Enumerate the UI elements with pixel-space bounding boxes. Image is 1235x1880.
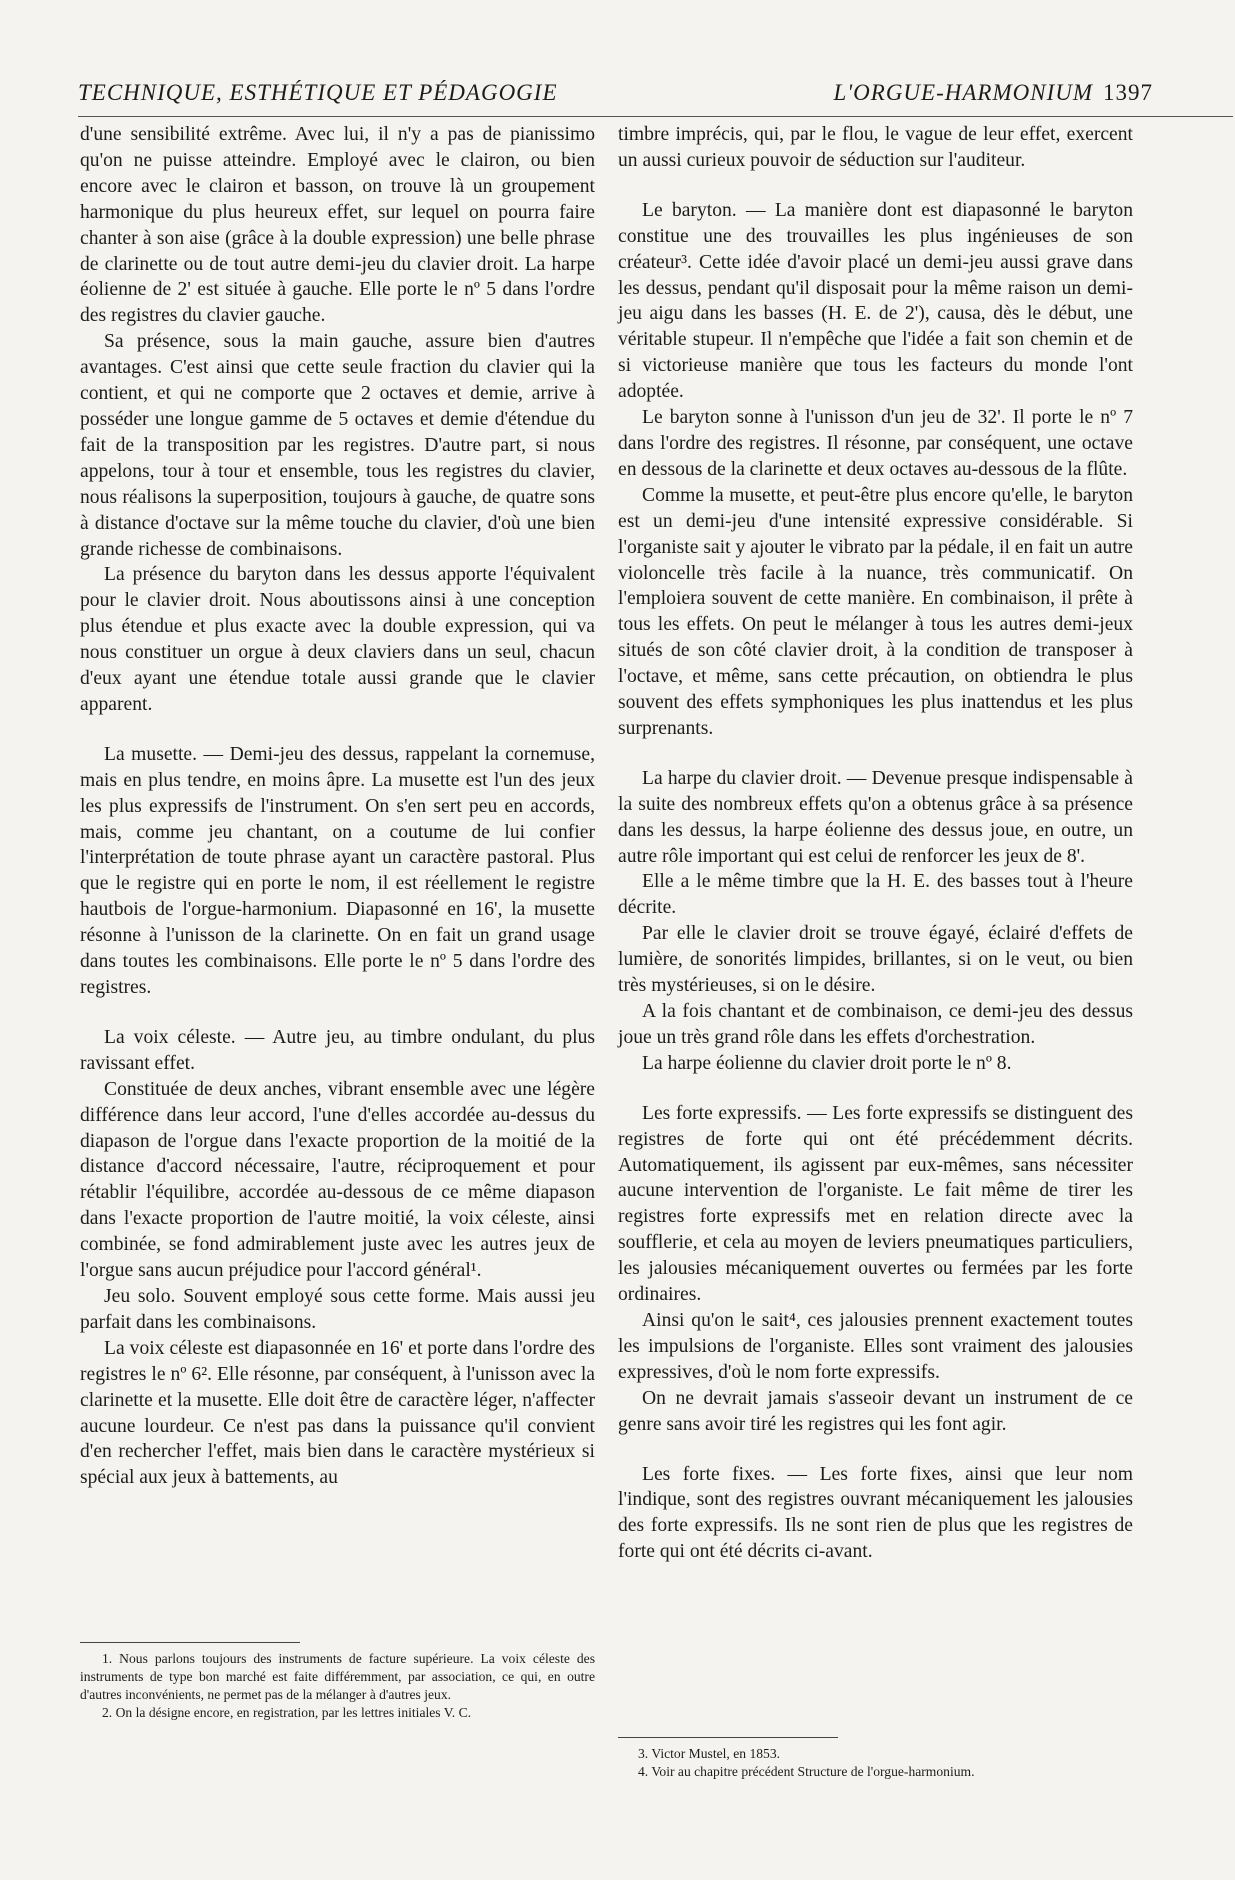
header-title: TECHNIQUE, ESTHÉTIQUE ET PÉDAGOGIE bbox=[78, 80, 558, 105]
section-voix-celeste: La voix céleste. — Autre jeu, au timbre ondulant, du plus ravissant effet. bbox=[80, 1026, 595, 1074]
paragraph: timbre imprécis, qui, par le flou, le vague de leur effet, exercent un aussi curieux pouvoir de séduction sur l'auditeur. bbox=[618, 124, 1133, 171]
paragraph: La présence du baryton dans les dessus apporte l'équivalent pour le clavier droit. Nous aboutissons ainsi à une conception plus étendue et plus exacte avec la double expression, qui va nous constituer un orgue à deux claviers dans un seul, chacun d'eux ayant une étendue totale aussi grande que le clavier apparent. bbox=[80, 564, 595, 715]
paragraph: d'une sensibilité extrême. Avec lui, il n'y a pas de pianissimo qu'on ne puisse atteindre. Employé avec le clairon, ou bien encore avec le clairon et basson, on trouve là un groupement harmonique du plus heureux effet, sur lequel on pourra faire chanter à son aise (grâce à la double expression) une belle phrase de clarinette ou de tout autre demi-jeu du clavier droit. La harpe éolienne de 2' est située à gauche. Elle porte le nº 5 dans l'ordre des registres du clavier gauche. bbox=[80, 124, 595, 327]
section-harpe: La harpe du clavier droit. — Devenue presque indispensable à la suite des nombreux effets qu'on a obtenus grâce à sa présence dans les dessus, la harpe éolienne des dessus joue, en outre, un autre rôle important qui est celui de renforcer les jeux de 8'. bbox=[618, 767, 1133, 867]
footnotes-left bbox=[80, 1650, 595, 1722]
section-musette: La musette. — Demi-jeu des dessus, rappelant la cornemuse, mais en plus tendre, en moins âpre. La musette est l'un des jeux les plus expressifs de l'instrument. On s'en sert peu en accords, mais, comme jeu chantant, on a coutume de lui confier l'interprétation de toute phrase ayant un caractère pastoral. Plus que le registre qui en porte le nom, il est réellement le registre hautbois de l'orgue-harmonium. Diapasonné en 16', la musette résonne à l'unisson de la clarinette. On en fait un grand usage dans toutes les combinaisons. Elle porte le nº 5 dans l'ordre des registres. bbox=[80, 743, 595, 998]
footnote-rule-right bbox=[618, 1737, 838, 1738]
paragraph: Par elle le clavier droit se trouve égayé, éclairé d'effets de lumière, de sonorités limpides, brillantes, si on le veut, ou bien très mystérieuses, si on le désire. bbox=[618, 923, 1133, 997]
header-right bbox=[833, 80, 1153, 106]
left-column bbox=[80, 122, 595, 1491]
footnote: 1. Nous parlons toujours des instruments de facture supérieure. La voix céleste des instruments de type bon marché est faite différemment, par association, ce qui, en outre d'autres inconvénients, ne permet pas de la mélanger à d'autres jeux. bbox=[80, 1651, 595, 1702]
paragraph: Constituée de deux anches, vibrant ensemble avec une légère différence dans leur accord, l'une d'elles accordée au-dessus du diapason de l'orgue dans l'exacte proportion de la moitié de la distance d'accord nécessaire, l'autre, réciproquement et pour rétablir l'équilibre, accordée au-dessous de ce même diapason dans l'exacte proportion de l'autre moitié, la voix céleste, ainsi combinée, se fond admirablement juste avec les autres jeux de l'orgue sans aucun préjudice pour l'accord général¹. bbox=[80, 1078, 595, 1282]
footnote: 3. Victor Mustel, en 1853. bbox=[638, 1746, 781, 1761]
section-baryton: Le baryton. — La manière dont est diapasonné le baryton constitue une des trouvailles les plus ingénieuses de son créateur³. Cette idée d'avoir placé un demi-jeu aussi grave dans les dessus, pendant qu'il disposait pour la même raison un demi-jeu aigu dans les basses (H. E. de 2'), causa, dès le début, une véritable stupeur. Il n'empêche que l'idée a fait son chemin et de si victorieuse manière que tous les facteurs du monde l'ont adoptée. bbox=[618, 199, 1133, 403]
right-column bbox=[618, 122, 1133, 1565]
paragraph: Comme la musette, et peut-être plus encore qu'elle, le baryton est un demi-jeu d'une intensité expressive considérable. Si l'organiste sait y ajouter le vibrato par la pédale, il en fait un autre violoncelle très facile à la nuance, très communicatif. On l'emploiera souvent de cette manière. En combinaison, il prête à tous les effets. On peut le mélanger à tous les autres demi-jeux situés de son côté clavier droit, à la condition de transposer à l'octave, et même, sans cette précaution, on obtiendra le plus souvent des effets symphoniques les plus inattendus et les plus surprenants. bbox=[618, 484, 1133, 739]
paragraph: On ne devrait jamais s'asseoir devant un instrument de ce genre sans avoir tiré les registres qui les font agir. bbox=[618, 1387, 1133, 1435]
section-forte-expressifs: Les forte expressifs. — Les forte expressifs se distinguent des registres de forte qui ont été précédemment décrits. Automatiquement, ils agissent par eux-mêmes, sans nécessiter aucune intervention de l'organiste. Le fait même de tirer les registres forte expressifs met en relation directe avec la soufflerie, et cela au moyen de leviers pneumatiques particuliers, les jalousies mécaniquement ouvertes ou fermées par les forte ordinaires. bbox=[618, 1102, 1133, 1306]
section-forte-fixes: Les forte fixes. — Les forte fixes, ainsi que leur nom l'indique, sont des registres ouvrant mécaniquement les jalousies des forte expressifs. Ils ne sont rien de plus que les registres de forte qui ont été décrits ci-avant. bbox=[618, 1463, 1133, 1563]
paragraph: Le baryton sonne à l'unisson d'un jeu de 32'. Il porte le nº 7 dans l'ordre des registres. Il résonne, par conséquent, une octave en dessous de la clarinette et deux octaves au-dessous de la flûte. bbox=[618, 407, 1133, 480]
footnote: 2. On la désigne encore, en registration, par les lettres initiales V. C. bbox=[102, 1705, 472, 1720]
header-section: L'ORGUE-HARMONIUM bbox=[833, 80, 1093, 105]
paragraph: Sa présence, sous la main gauche, assure bien d'autres avantages. C'est ainsi que cette seule fraction du clavier qui la contient, et qui ne comporte que 2 octaves et demie, arrive à posséder une longue gamme de 5 octaves et demie d'étendue du fait de la transposition par les registres. D'autre part, si nous appelons, tour à tour et ensemble, tous les registres du clavier, nous réalisons la superposition, toujours à gauche, de quatre sons à distance d'octave sur la même touche du clavier, d'où une bien grande richesse de combinaisons. bbox=[80, 331, 595, 560]
paragraph: Ainsi qu'on le sait⁴, ces jalousies prennent exactement toutes les impulsions de l'organiste. Elles sont vraiment des jalousies expressives, d'où le nom forte expressifs. bbox=[618, 1309, 1133, 1383]
footnote: 4. Voir au chapitre précédent Structure de l'orgue-harmonium. bbox=[638, 1764, 975, 1779]
header-rule bbox=[78, 116, 1233, 117]
page-number: 1397 bbox=[1103, 80, 1153, 105]
paragraph: Jeu solo. Souvent employé sous cette forme. Mais aussi jeu parfait dans les combinaisons. bbox=[80, 1285, 595, 1333]
running-header bbox=[78, 80, 1153, 114]
paragraph: A la fois chantant et de combinaison, ce demi-jeu des dessus joue un très grand rôle dans les effets d'orchestration. bbox=[618, 1001, 1133, 1048]
footnotes-right bbox=[618, 1745, 1133, 1781]
footnote-rule-left bbox=[80, 1642, 300, 1643]
paragraph: La voix céleste est diapasonnée en 16' et porte dans l'ordre des registres le nº 6². Elle résonne, par conséquent, à l'unisson avec la clarinette et la musette. Elle doit être de caractère léger, n'affecter aucune lourdeur. Ce n'est pas dans la puissance qu'il convient d'en rechercher l'effet, mais bien dans le caractère mystérieux si spécial aux jeux à battements, au bbox=[80, 1337, 595, 1489]
paragraph: Elle a le même timbre que la H. E. des basses tout à l'heure décrite. bbox=[618, 871, 1133, 919]
paragraph: La harpe éolienne du clavier droit porte le nº 8. bbox=[642, 1052, 1012, 1074]
